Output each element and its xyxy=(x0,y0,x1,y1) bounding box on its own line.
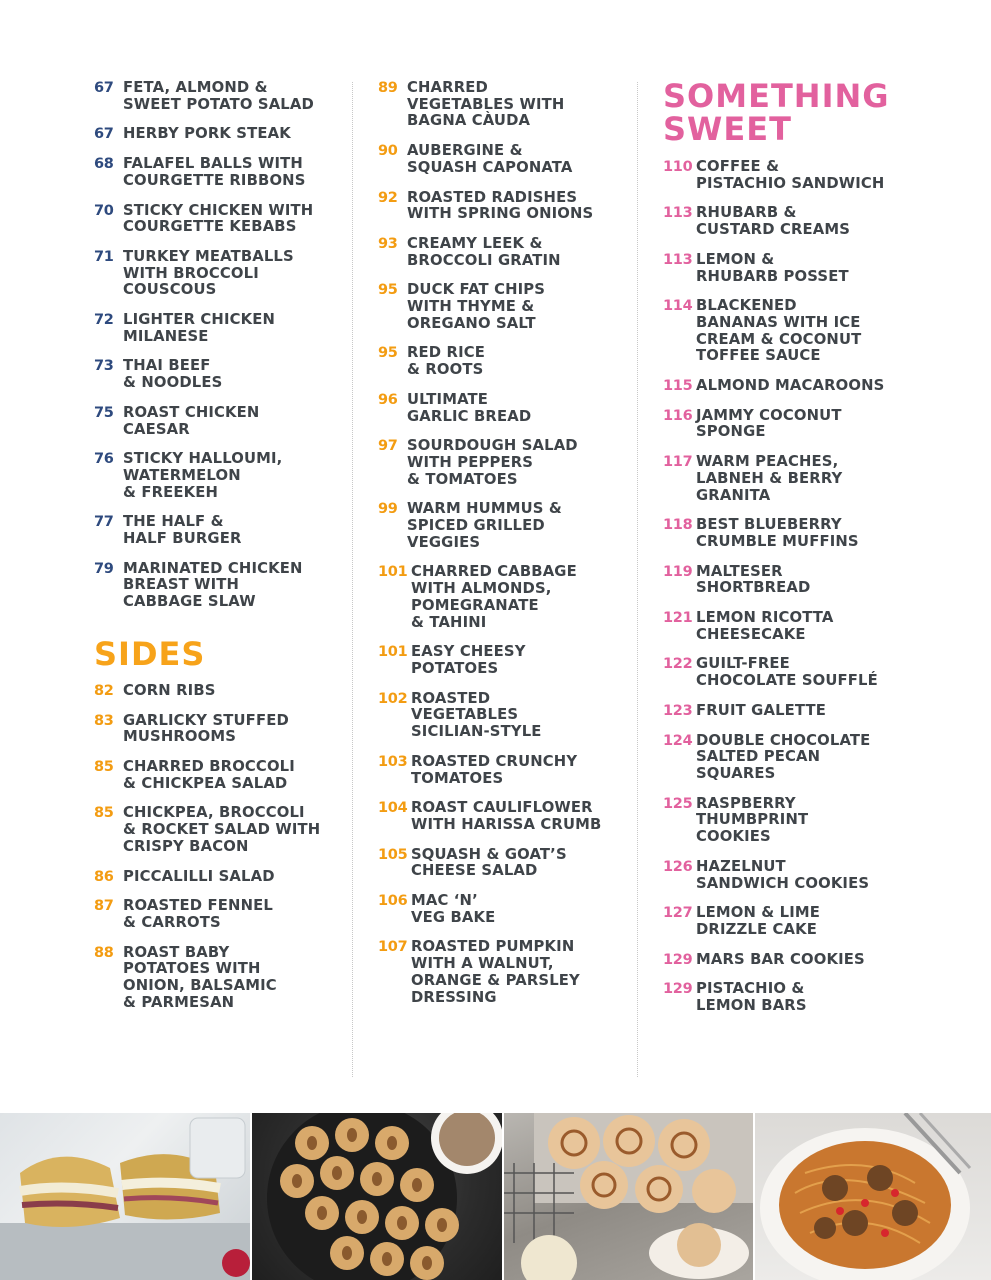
recipe-title: HAZELNUT SANDWICH COOKIES xyxy=(696,857,870,892)
column-2 xyxy=(378,80,626,1019)
recipe-title: LEMON RICOTTA CHEESECAKE xyxy=(696,609,834,643)
recipe-entry xyxy=(378,847,626,880)
recipe-title: CORN RIBS xyxy=(123,681,216,699)
recipe-entry xyxy=(378,438,626,488)
recipe-entry xyxy=(94,249,342,299)
recipe-title: RHUBARB & CUSTARD CREAMS xyxy=(696,204,851,239)
recipe-entry xyxy=(663,378,963,395)
recipe-title: THAI BEEF & NOODLES xyxy=(123,357,223,392)
sweet-list xyxy=(663,159,963,1015)
page-number: 71 xyxy=(94,248,114,265)
page-number: 77 xyxy=(94,514,114,531)
recipe-title: PICCALILLI SALAD xyxy=(123,867,275,885)
page-number: 83 xyxy=(94,712,114,729)
cinnamon-buns-photo xyxy=(504,1113,753,1280)
something-sweet-heading: SOMETHING SWEET xyxy=(663,77,890,148)
page-number: 73 xyxy=(94,358,114,375)
recipe-title: MARINATED CHICKEN BREAST WITH CABBAGE SLAW xyxy=(123,559,303,611)
recipe-title: JAMMY COCONUT SPONGE xyxy=(696,406,842,441)
recipe-entry xyxy=(94,683,342,700)
recipe-entry xyxy=(378,501,626,551)
recipe-title: ULTIMATE GARLIC BREAD xyxy=(407,390,532,425)
recipe-title: STICKY HALLOUMI, WATERMELON & FREEKEH xyxy=(123,450,283,501)
page-number: 110 xyxy=(663,159,693,175)
column-divider xyxy=(352,82,353,1077)
recipe-entry xyxy=(378,939,626,1006)
page-number: 129 xyxy=(663,951,693,968)
recipe-title: ROASTED VEGETABLES SICILIAN-STYLE xyxy=(411,689,542,741)
recipe-entry xyxy=(94,869,342,886)
recipe-entry xyxy=(94,358,342,391)
recipe-entry xyxy=(378,800,626,833)
page-number: 87 xyxy=(94,898,114,915)
page-number: 124 xyxy=(663,732,693,749)
recipe-title: PISTACHIO & LEMON BARS xyxy=(696,980,807,1015)
recipe-title: CHARRED BROCCOLI & CHICKPEA SALAD xyxy=(123,757,295,792)
recipe-title: COFFEE & PISTACHIO SANDWICH xyxy=(696,158,885,192)
recipe-entry xyxy=(663,952,963,969)
column-divider xyxy=(637,82,638,1077)
page-number: 127 xyxy=(663,905,693,922)
recipe-title: ROAST BABY POTATOES WITH ONION, BALSAMIC & PARMESAN xyxy=(123,943,277,1011)
recipe-title: THE HALF & HALF BURGER xyxy=(123,513,242,548)
recipe-title: RED RICE & ROOTS xyxy=(407,344,486,379)
spaghetti-meatballs-photo xyxy=(755,1113,991,1280)
recipe-entry xyxy=(94,713,342,746)
recipe-entry xyxy=(378,143,626,176)
recipe-entry xyxy=(663,205,963,238)
recipe-entry xyxy=(663,859,963,892)
page-number: 106 xyxy=(378,893,408,910)
recipe-entry xyxy=(663,454,963,504)
recipe-title: SQUASH & GOAT’S CHEESE SALAD xyxy=(411,845,567,880)
recipe-title: ROAST CAULIFLOWER WITH HARISSA CRUMB xyxy=(411,799,602,833)
sides-heading: SIDES xyxy=(94,634,206,673)
page-number: 92 xyxy=(378,189,398,206)
recipe-entry xyxy=(378,392,626,425)
recipe-title: MARS BAR COOKIES xyxy=(696,950,865,968)
page-number: 96 xyxy=(378,391,398,408)
recipe-title: FETA, ALMOND & SWEET POTATO SALAD xyxy=(123,79,314,113)
recipe-entry xyxy=(663,408,963,441)
page-number: 107 xyxy=(378,939,408,956)
page-number: 129 xyxy=(663,981,693,998)
column-3 xyxy=(663,77,963,1028)
recipe-title: SOURDOUGH SALAD WITH PEPPERS & TOMATOES xyxy=(407,437,578,488)
recipe-entry xyxy=(378,893,626,926)
recipe-title: GARLICKY STUFFED MUSHROOMS xyxy=(123,711,289,746)
page-number: 67 xyxy=(94,80,114,96)
recipe-title: DUCK FAT CHIPS WITH THYME & OREGANO SALT xyxy=(407,281,546,332)
recipe-entry xyxy=(378,80,626,130)
recipe-entry xyxy=(663,905,963,938)
column-1 xyxy=(94,80,342,1024)
page-number: 113 xyxy=(663,205,693,222)
page-number: 121 xyxy=(663,610,693,627)
recipe-title: AUBERGINE & SQUASH CAPONATA xyxy=(407,142,573,176)
page-number: 102 xyxy=(378,690,408,707)
recipe-title: MALTESER SHORTBREAD xyxy=(696,562,811,597)
page-number: 104 xyxy=(378,800,408,817)
toasted-sandwich-photo xyxy=(0,1113,250,1280)
page-number: 101 xyxy=(378,644,408,661)
page-number: 122 xyxy=(663,656,693,673)
page-number: 116 xyxy=(663,407,693,424)
recipe-title: CHARRED VEGETABLES WITH BAGNA CÀUDA xyxy=(407,79,565,130)
recipe-title: ROASTED RADISHES WITH SPRING ONIONS xyxy=(407,188,594,223)
recipe-entry xyxy=(94,561,342,611)
recipe-entry xyxy=(94,945,342,1012)
recipe-entry xyxy=(663,159,963,192)
recipe-entry xyxy=(663,252,963,285)
recipe-title: MAC ‘N’ VEG BAKE xyxy=(411,892,496,926)
recipe-title: BLACKENED BANANAS WITH ICE CREAM & COCONUT TOFFEE SAUCE xyxy=(696,297,862,365)
recipe-entry xyxy=(378,190,626,223)
recipe-title: WARM HUMMUS & SPICED GRILLED VEGGIES xyxy=(407,500,562,551)
page-number: 93 xyxy=(378,235,398,252)
page-number: 76 xyxy=(94,451,114,468)
recipe-title: FRUIT GALETTE xyxy=(696,701,826,719)
recipe-entry xyxy=(94,80,342,113)
recipe-entry xyxy=(663,610,963,643)
recipe-title: LEMON & LIME DRIZZLE CAKE xyxy=(696,904,820,938)
recipe-title: ROAST CHICKEN CAESAR xyxy=(123,403,260,438)
page-number: 113 xyxy=(663,251,693,268)
recipe-title: ROASTED CRUNCHY TOMATOES xyxy=(411,752,578,787)
recipe-title: CREAMY LEEK & BROCCOLI GRATIN xyxy=(407,234,561,269)
photo-strip xyxy=(0,1113,991,1280)
recipe-title: TURKEY MEATBALLS WITH BROCCOLI COUSCOUS xyxy=(123,247,294,299)
recipe-entry xyxy=(378,564,626,631)
mains-list xyxy=(94,80,342,611)
page-number: 105 xyxy=(378,846,408,863)
page-number: 101 xyxy=(378,564,408,581)
recipe-entry xyxy=(378,282,626,332)
recipe-entry xyxy=(94,203,342,236)
recipe-entry xyxy=(94,759,342,792)
page-number: 85 xyxy=(94,758,114,775)
recipe-entry xyxy=(378,754,626,787)
page-number: 97 xyxy=(378,438,398,455)
recipe-entry xyxy=(663,733,963,783)
page-number: 88 xyxy=(94,944,114,961)
page-number: 119 xyxy=(663,563,693,580)
recipe-entry xyxy=(94,898,342,931)
recipe-title: DOUBLE CHOCOLATE SALTED PECAN SQUARES xyxy=(696,731,871,782)
page-number: 70 xyxy=(94,202,114,219)
recipe-entry xyxy=(94,405,342,438)
page-number: 123 xyxy=(663,702,693,719)
recipe-title: EASY CHEESY POTATOES xyxy=(411,643,526,677)
recipe-entry xyxy=(663,298,963,365)
recipe-title: LEMON & RHUBARB POSSET xyxy=(696,250,849,285)
page-number: 99 xyxy=(378,501,398,518)
macaroons-coffee-photo xyxy=(252,1113,502,1280)
page-number: 67 xyxy=(94,126,114,143)
recipe-title: LIGHTER CHICKEN MILANESE xyxy=(123,311,276,345)
page-number: 79 xyxy=(94,560,114,577)
page-number: 89 xyxy=(378,80,398,96)
page-number: 68 xyxy=(94,156,114,173)
page-number: 82 xyxy=(94,682,114,699)
recipe-title: BEST BLUEBERRY CRUMBLE MUFFINS xyxy=(696,516,859,550)
recipe-title: ROASTED FENNEL & CARROTS xyxy=(123,897,273,931)
page-number: 115 xyxy=(663,378,693,395)
recipe-entry xyxy=(663,796,963,846)
recipe-title: ROASTED PUMPKIN WITH A WALNUT, ORANGE & PARSLEY DRESSING xyxy=(411,938,580,1006)
recipe-entry xyxy=(663,703,963,720)
recipe-entry xyxy=(94,451,342,501)
recipe-title: STICKY CHICKEN WITH COURGETTE KEBABS xyxy=(123,201,314,236)
recipe-title: WARM PEACHES, LABNEH & BERRY GRANITA xyxy=(696,453,843,504)
recipe-title: FALAFEL BALLS WITH COURGETTE RIBBONS xyxy=(123,155,306,189)
recipe-entry xyxy=(663,981,963,1014)
recipe-entry xyxy=(663,564,963,597)
recipe-entry xyxy=(663,517,963,550)
page-number: 95 xyxy=(378,345,398,362)
recipe-entry xyxy=(94,126,342,143)
recipe-entry xyxy=(94,805,342,855)
page-number: 72 xyxy=(94,312,114,329)
page-number: 118 xyxy=(663,517,693,534)
page-number: 114 xyxy=(663,298,693,315)
page-number: 95 xyxy=(378,282,398,299)
page-number: 126 xyxy=(663,858,693,875)
recipe-entry xyxy=(378,644,626,677)
recipe-title: HERBY PORK STEAK xyxy=(123,125,291,143)
recipe-entry xyxy=(378,236,626,269)
page-number: 125 xyxy=(663,795,693,812)
recipe-entry xyxy=(94,312,342,345)
sides-list-1 xyxy=(94,683,342,1012)
recipe-title: CHICKPEA, BROCCOLI & ROCKET SALAD WITH CRISPY BACON xyxy=(123,804,321,855)
recipe-title: ALMOND MACAROONS xyxy=(696,377,885,395)
page-number: 75 xyxy=(94,404,114,421)
recipe-entry xyxy=(378,691,626,741)
page-number: 117 xyxy=(663,454,693,471)
page-number: 86 xyxy=(94,868,114,885)
page-number: 90 xyxy=(378,143,398,160)
recipe-entry xyxy=(94,156,342,189)
page-number: 103 xyxy=(378,753,408,770)
sides-list-2 xyxy=(378,80,626,1006)
recipe-title: CHARRED CABBAGE WITH ALMONDS, POMEGRANATE & TAHINI xyxy=(411,563,577,631)
recipe-title: RASPBERRY THUMBPRINT COOKIES xyxy=(696,794,809,846)
recipe-title: GUILT-FREE CHOCOLATE SOUFFLÉ xyxy=(696,655,878,690)
recipe-entry xyxy=(663,656,963,689)
recipe-entry xyxy=(94,514,342,547)
recipe-entry xyxy=(378,345,626,378)
page-number: 85 xyxy=(94,805,114,822)
